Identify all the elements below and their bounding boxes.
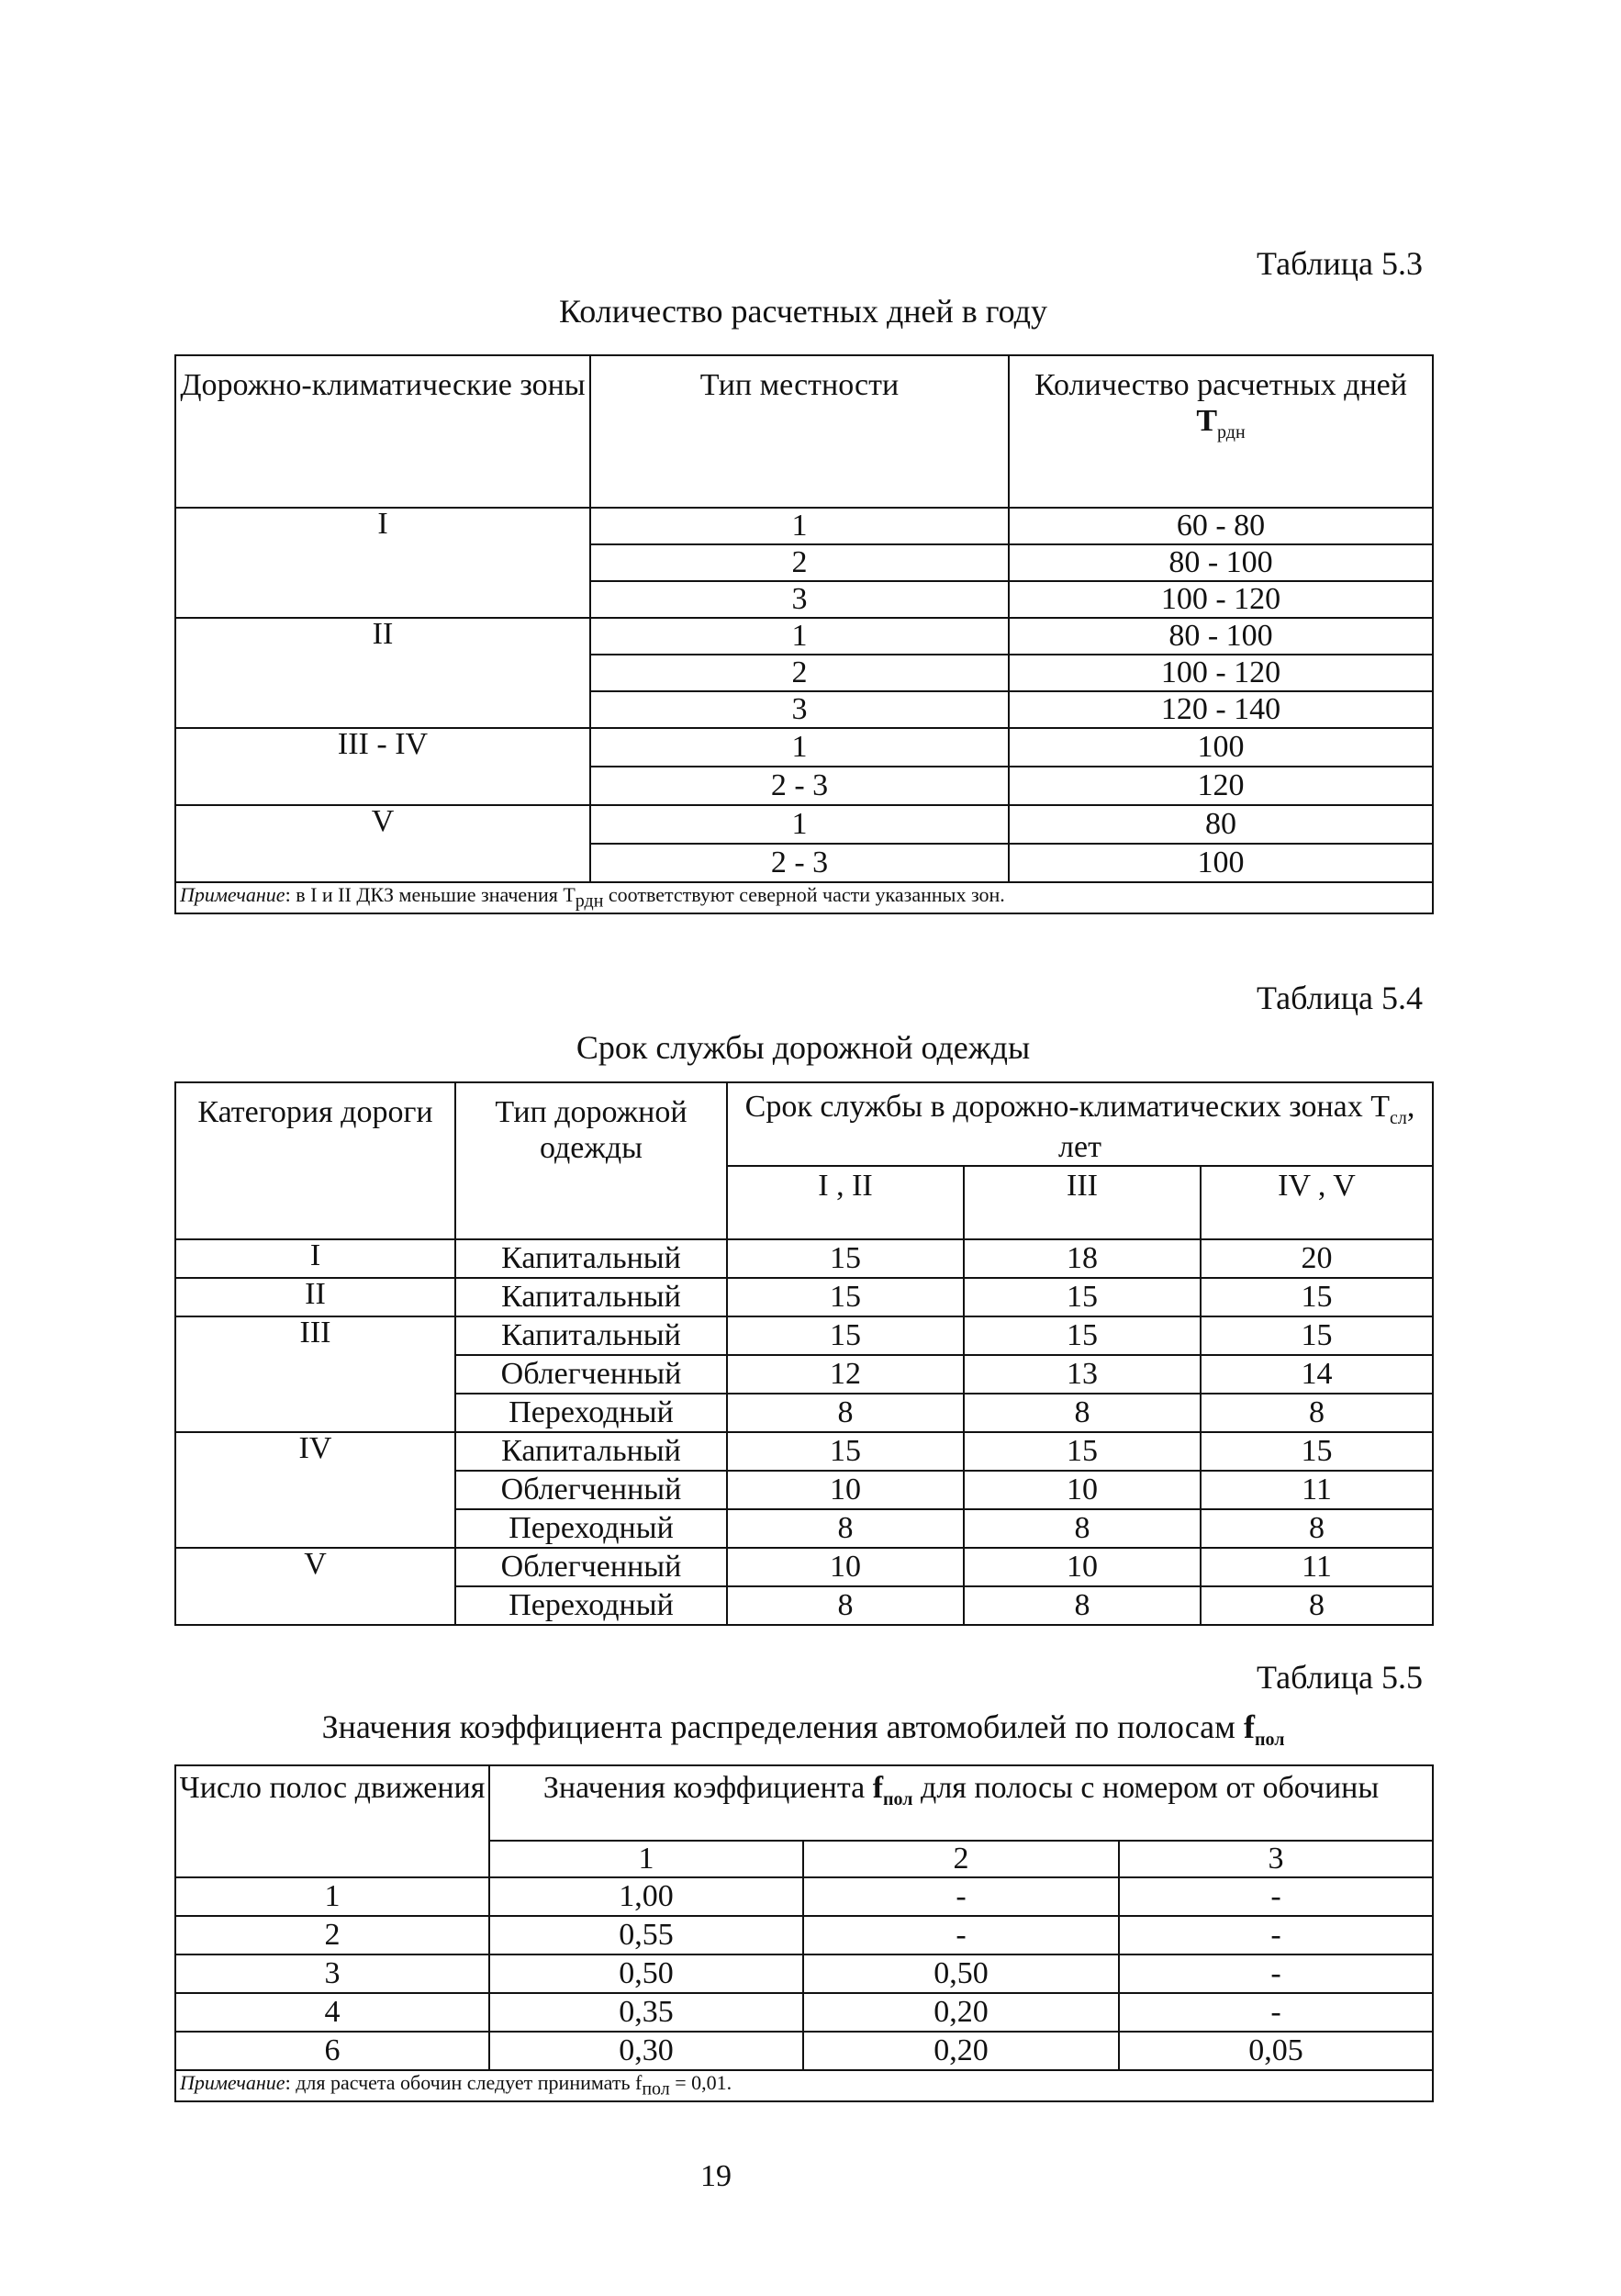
pavement-cell: Облегченный: [455, 1471, 727, 1509]
coef-cell: -: [1119, 1954, 1433, 1993]
table-5-4-title: Срок службы дорожной одежды: [576, 1029, 1031, 1066]
days-cell: 60 - 80: [1009, 508, 1433, 544]
pavement-cell: Переходный: [455, 1586, 727, 1625]
header-zone-4-5: IV , V: [1201, 1166, 1433, 1239]
header-lane-2: 2: [803, 1841, 1119, 1877]
terrain-cell: 3: [590, 691, 1009, 728]
header-category: Категория дороги: [175, 1082, 455, 1239]
coef-cell: 1,00: [489, 1877, 803, 1916]
category-cell: III: [175, 1316, 455, 1432]
header-lane-3: 3: [1119, 1841, 1433, 1877]
value-cell: 8: [1201, 1509, 1433, 1548]
header-coefficient: [489, 1765, 1433, 1841]
lanes-cell: 6: [175, 2032, 489, 2070]
header-pavement: Тип дорожной одежды: [455, 1082, 727, 1239]
pavement-cell: Капитальный: [455, 1239, 727, 1278]
coef-cell: -: [1119, 1877, 1433, 1916]
zone-cell: II: [175, 618, 590, 728]
pavement-cell: Капитальный: [455, 1278, 727, 1316]
days-cell: 120: [1009, 767, 1433, 805]
table-5-3: [174, 354, 1434, 914]
lanes-cell: 3: [175, 1954, 489, 1993]
pavement-cell: Переходный: [455, 1509, 727, 1548]
days-cell: 80: [1009, 805, 1433, 844]
value-cell: 15: [727, 1239, 964, 1278]
table-5-4: [174, 1081, 1434, 1626]
value-cell: 8: [964, 1394, 1201, 1432]
value-cell: 15: [964, 1278, 1201, 1316]
value-cell: 15: [727, 1432, 964, 1471]
category-cell: IV: [175, 1432, 455, 1548]
table-5-3-note: [175, 882, 1433, 913]
value-cell: 15: [964, 1432, 1201, 1471]
value-cell: 8: [964, 1509, 1201, 1548]
value-cell: 10: [727, 1471, 964, 1509]
coef-cell: 0,05: [1119, 2032, 1433, 2070]
note-subscript: пол: [642, 2078, 670, 2100]
note-label: Примечание: [180, 2071, 285, 2095]
pavement-cell: Капитальный: [455, 1432, 727, 1471]
value-cell: 15: [727, 1278, 964, 1316]
header-coef-subscript: пол: [883, 1788, 913, 1809]
terrain-cell: 2: [590, 655, 1009, 691]
terrain-cell: 1: [590, 728, 1009, 767]
pavement-cell: Капитальный: [455, 1316, 727, 1355]
coef-cell: -: [803, 1916, 1119, 1954]
header-days-text: Количество расчетных дней: [1034, 368, 1407, 402]
value-cell: 11: [1201, 1548, 1433, 1586]
header-zone-1-2: I , II: [727, 1166, 964, 1239]
value-cell: 20: [1201, 1239, 1433, 1278]
note-text-b: = 0,01.: [669, 2071, 732, 2095]
days-cell: 100: [1009, 844, 1433, 882]
category-cell: II: [175, 1278, 455, 1316]
days-cell: 100 - 120: [1009, 655, 1433, 691]
lanes-cell: 4: [175, 1993, 489, 2032]
value-cell: 12: [727, 1355, 964, 1394]
value-cell: 8: [1201, 1394, 1433, 1432]
terrain-cell: 2: [590, 544, 1009, 581]
header-service-text: Срок службы в дорожно-климатических зонах T: [744, 1090, 1391, 1124]
header-lanes: Число полос движения: [175, 1765, 489, 1877]
zone-cell: V: [175, 805, 590, 882]
header-coef-text-b: для полосы с номером от обочины: [912, 1771, 1380, 1805]
header-lane-1: 1: [489, 1841, 803, 1877]
header-terrain: Тип местности: [590, 355, 1009, 508]
header-zone-3: III: [964, 1166, 1201, 1239]
coef-cell: -: [1119, 1916, 1433, 1954]
header-coef-symbol: f: [872, 1771, 884, 1805]
value-cell: 8: [727, 1586, 964, 1625]
coef-cell: 0,30: [489, 2032, 803, 2070]
terrain-cell: 1: [590, 805, 1009, 844]
note-label: Примечание: [180, 883, 285, 907]
table-5-5: [174, 1764, 1434, 2102]
note-text-a: : для расчета обочин следует принимать f: [285, 2071, 643, 2095]
value-cell: 8: [1201, 1586, 1433, 1625]
terrain-cell: 3: [590, 581, 1009, 618]
coef-cell: 0,20: [803, 1993, 1119, 2032]
page-number: 19: [700, 2159, 732, 2193]
terrain-cell: 1: [590, 508, 1009, 544]
terrain-cell: 1: [590, 618, 1009, 655]
table-5-3-label: Таблица 5.3: [1257, 245, 1423, 282]
value-cell: 10: [727, 1548, 964, 1586]
days-cell: 80 - 100: [1009, 544, 1433, 581]
header-zones: Дорожно-климатические зоны: [175, 355, 590, 508]
days-cell: 120 - 140: [1009, 691, 1433, 728]
value-cell: 15: [1201, 1278, 1433, 1316]
zone-cell: III - IV: [175, 728, 590, 805]
coef-cell: 0,50: [803, 1954, 1119, 1993]
table-5-5-label: Таблица 5.5: [1257, 1659, 1423, 1696]
zone-cell: I: [175, 508, 590, 618]
header-days-symbol: T: [1196, 404, 1218, 439]
header-service-tail: , лет: [1058, 1090, 1415, 1164]
note-text-b: соответствуют северной части указанных зон.: [603, 883, 1005, 907]
lanes-cell: 2: [175, 1916, 489, 1954]
header-service-subscript: сл: [1390, 1107, 1407, 1128]
coef-cell: -: [803, 1877, 1119, 1916]
value-cell: 15: [1201, 1432, 1433, 1471]
value-cell: 15: [964, 1316, 1201, 1355]
category-cell: I: [175, 1239, 455, 1278]
pavement-cell: Облегченный: [455, 1548, 727, 1586]
pavement-cell: Облегченный: [455, 1355, 727, 1394]
value-cell: 11: [1201, 1471, 1433, 1509]
header-service-life: [727, 1082, 1433, 1166]
terrain-cell: 2 - 3: [590, 767, 1009, 805]
header-days-subscript: рдн: [1217, 421, 1246, 442]
category-cell: V: [175, 1548, 455, 1625]
value-cell: 13: [964, 1355, 1201, 1394]
note-text-a: : в I и II ДКЗ меньшие значения T: [285, 883, 576, 907]
table-5-5-note: [175, 2070, 1433, 2101]
value-cell: 15: [727, 1316, 964, 1355]
table-5-5-title: [174, 1708, 1432, 1751]
value-cell: 14: [1201, 1355, 1433, 1394]
table-5-3-title: Количество расчетных дней в году: [559, 293, 1047, 330]
terrain-cell: 2 - 3: [590, 844, 1009, 882]
title-symbol: f: [1243, 1708, 1255, 1745]
value-cell: 8: [727, 1394, 964, 1432]
pavement-cell: Переходный: [455, 1394, 727, 1432]
value-cell: 8: [964, 1586, 1201, 1625]
coef-cell: -: [1119, 1993, 1433, 2032]
value-cell: 18: [964, 1239, 1201, 1278]
value-cell: 8: [727, 1509, 964, 1548]
header-coef-text-a: Значения коэффициента: [542, 1771, 873, 1805]
value-cell: 10: [964, 1471, 1201, 1509]
coef-cell: 0,55: [489, 1916, 803, 1954]
header-days: [1009, 355, 1433, 508]
title-subscript: пол: [1254, 1730, 1285, 1751]
title-text: Значения коэффициента распределения автомобилей по полосам: [321, 1708, 1244, 1745]
coef-cell: 0,50: [489, 1954, 803, 1993]
lanes-cell: 1: [175, 1877, 489, 1916]
days-cell: 80 - 100: [1009, 618, 1433, 655]
table-5-4-label: Таблица 5.4: [1257, 980, 1423, 1016]
note-subscript: рдн: [575, 890, 604, 912]
value-cell: 10: [964, 1548, 1201, 1586]
days-cell: 100: [1009, 728, 1433, 767]
coef-cell: 0,35: [489, 1993, 803, 2032]
days-cell: 100 - 120: [1009, 581, 1433, 618]
value-cell: 15: [1201, 1316, 1433, 1355]
coef-cell: 0,20: [803, 2032, 1119, 2070]
